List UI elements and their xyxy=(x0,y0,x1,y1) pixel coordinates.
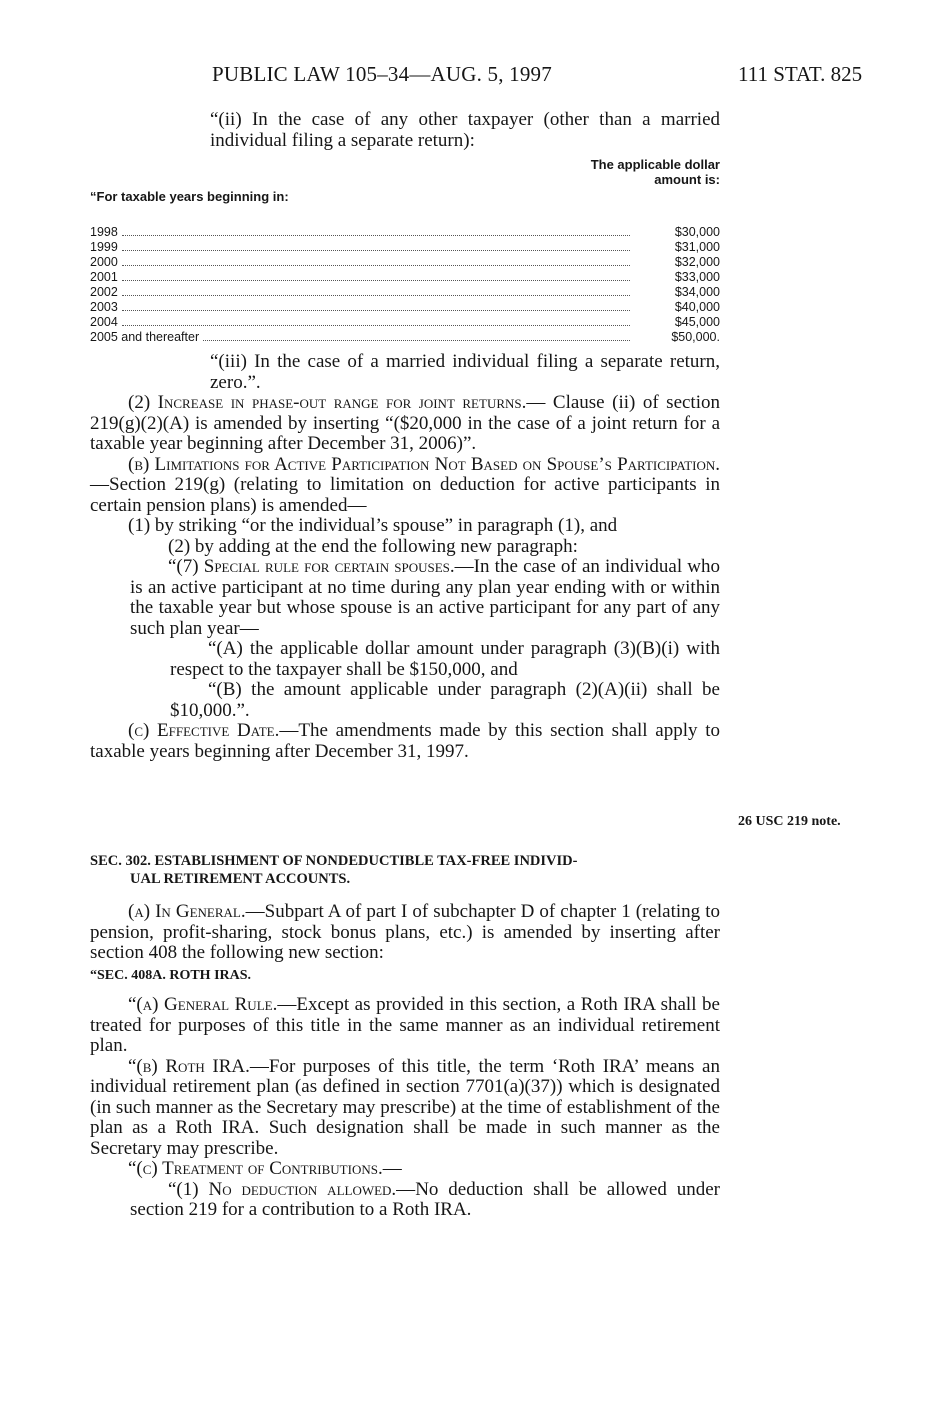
para-b-2: (2) by adding at the end the following new paragraph: xyxy=(168,535,578,557)
para-a xyxy=(90,902,720,964)
leader-dots xyxy=(122,279,630,281)
row-year: 2004 xyxy=(90,315,118,329)
para-408a-c xyxy=(90,1159,720,1180)
para-a-heading: (a) In General.— xyxy=(128,901,265,922)
para-408a-b xyxy=(90,1057,720,1160)
sec-302-heading xyxy=(90,852,720,888)
leader-dots xyxy=(122,234,630,236)
para-7-A: “(A) the applicable dollar amount under paragraph (3)(B)(i) with respect to the taxpayer shall be $150,000, and xyxy=(170,638,720,680)
running-header-title: PUBLIC LAW 105–34—AUG. 5, 1997 xyxy=(212,62,552,86)
sec-408a-text xyxy=(90,995,720,1221)
para-2 xyxy=(50,393,720,455)
para-b-heading: (b) Limitations for Active Participation Not Based on Spouse’s Participation.— xyxy=(90,453,720,495)
para-408a-c-1 xyxy=(90,1180,720,1221)
applicable-amount-table xyxy=(90,157,720,357)
para-408a-c-heading: “(c) Treatment of Contributions.— xyxy=(128,1158,402,1179)
leader-dots xyxy=(203,339,630,341)
table-row xyxy=(90,270,720,285)
para-c-text: The amendments made by this section shall apply to taxable years beginning after December 31, 1997. xyxy=(90,720,721,762)
clause-ii-block xyxy=(90,110,720,151)
para-c xyxy=(90,721,720,762)
para-a-text: Subpart A of part I of subchapter D of chapter 1 (relating to pension, profit-sharing, stock bonus plans, etc.) is amended by inserting after section 408 the following new section: xyxy=(90,901,721,963)
table-header-amount: The applicable dollar amount is: xyxy=(590,157,720,187)
row-year: 2005 and thereafter xyxy=(90,330,200,344)
row-amount: $50,000. xyxy=(671,330,720,344)
table-row xyxy=(90,240,720,255)
table-body xyxy=(90,225,720,345)
leader-dots xyxy=(122,309,630,311)
table-row xyxy=(90,255,720,270)
page-number-stat: 111 STAT. 825 xyxy=(738,62,863,86)
para-408a-a-text: Except as provided in this section, a Roth IRA shall be treated for purposes of this title in the same manner as an individual retirement plan. xyxy=(90,994,720,1056)
para-408a-a-heading: “(a) General Rule.— xyxy=(128,994,297,1015)
para-408a-c-1-text: No deduction shall be allowed under section 219 for a contribution to a Roth IRA. xyxy=(130,1178,720,1220)
para-408a-c-1-heading: “(1) No deduction allowed.— xyxy=(168,1178,416,1200)
leader-dots xyxy=(122,249,630,251)
table-row xyxy=(90,225,720,240)
row-year: 1998 xyxy=(90,225,118,239)
row-amount: $32,000 xyxy=(674,255,720,269)
clause-ii: “(ii) In the case of any other taxpayer (other than a married individual filing a separate return): xyxy=(210,109,720,151)
row-year: 2003 xyxy=(90,300,118,314)
table-row xyxy=(90,285,720,300)
para-2-text: Clause (ii) of section 219(g)(2)(A) is amended by inserting “($20,000 in the case of a joint return for a taxable year beginning after December 31, 2006)”. xyxy=(90,392,720,454)
table-row xyxy=(90,300,720,315)
para-2-heading: (2) Increase in phase-out range for joint returns.— xyxy=(128,392,546,413)
table-header-years: “For taxable years beginning in: xyxy=(90,189,289,204)
row-amount: $34,000 xyxy=(674,285,720,299)
row-year: 1999 xyxy=(90,240,118,254)
para-7 xyxy=(90,557,720,639)
row-amount: $31,000 xyxy=(674,240,720,254)
para-408a-b-heading: “(b) Roth IRA.— xyxy=(128,1055,269,1077)
leader-dots xyxy=(122,294,630,296)
leader-dots xyxy=(122,324,630,326)
table-row xyxy=(90,315,720,330)
sec-302-subsection-a xyxy=(90,902,720,964)
sec-302-line-2: UAL RETIREMENT ACCOUNTS. xyxy=(130,871,351,887)
row-amount: $40,000 xyxy=(674,300,720,314)
row-amount: $45,000 xyxy=(674,315,720,329)
clause-iii: “(iii) In the case of a married individual filing a separate return, zero.”. xyxy=(210,351,720,393)
section-301-text xyxy=(90,352,720,762)
row-year: 2000 xyxy=(90,255,118,269)
leader-dots xyxy=(122,264,630,266)
para-7-heading: “(7) Special rule for certain spouses.— xyxy=(168,556,474,577)
para-b-text: Section 219(g) (relating to limitation on deduction for active participants in certain pension plans) is amended— xyxy=(90,474,720,516)
para-b-1: (1) by striking “or the individual’s spouse” in paragraph (1), and xyxy=(128,515,618,536)
para-7-text: In the case of an individual who is an active participant at no time during any plan year ending with or within the taxable year but whose spouse is an active participant for any part of any such plan year— xyxy=(130,556,720,639)
sec-302-line-1: SEC. 302. ESTABLISHMENT OF NONDEDUCTIBLE TAX-FREE INDIVID- xyxy=(90,853,578,869)
row-year: 2002 xyxy=(90,285,118,299)
para-b xyxy=(90,455,720,517)
table-row xyxy=(90,330,720,345)
para-408a-b-text: For purposes of this title, the term ‘Roth IRA’ means an individual retirement plan (as defined in section 7701(a)(37)) which is designated (in such manner as the Secretary may prescribe) at the time of establishment of the plan as a Roth IRA. Such designation shall be made in such manner as the Secretary may prescribe. xyxy=(90,1055,720,1159)
usc-margin-note: 26 USC 219 note. xyxy=(738,814,841,829)
para-7-B: “(B) the amount applicable under paragraph (2)(A)(ii) shall be $10,000.”. xyxy=(170,679,720,721)
row-amount: $30,000 xyxy=(674,225,720,239)
row-amount: $33,000 xyxy=(674,270,720,284)
sec-408a-heading: “SEC. 408A. ROTH IRAS. xyxy=(90,968,252,983)
para-c-heading: (c) Effective Date.— xyxy=(128,720,299,741)
row-year: 2001 xyxy=(90,270,118,284)
para-408a-a xyxy=(90,995,720,1057)
